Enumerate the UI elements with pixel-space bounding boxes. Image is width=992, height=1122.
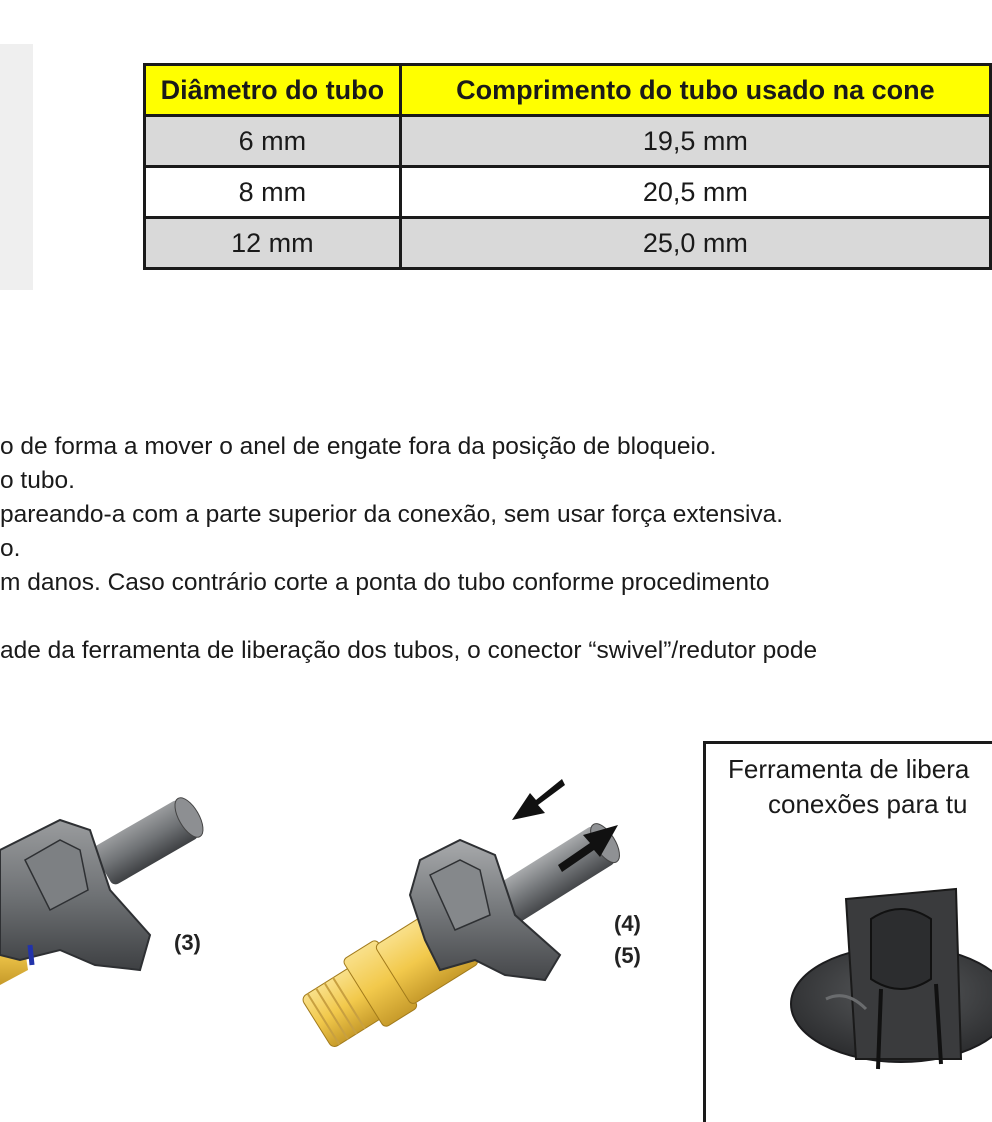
cell-diameter: 12 mm [145, 218, 401, 269]
step-3-label: (3) [174, 930, 201, 955]
table-header-row [145, 65, 991, 116]
tool-title-line1: Ferramenta de libera [728, 754, 970, 784]
cell-diameter: 6 mm [145, 116, 401, 167]
table-row [145, 218, 991, 269]
instruction-line: pareando-a com a parte superior da conexão, sem usar força extensiva. [0, 501, 784, 528]
instruction-line: o tubo. [0, 467, 75, 494]
tube-length-table [143, 63, 992, 270]
release-tool-box [703, 741, 992, 1122]
connector-figure-3 [0, 770, 220, 1030]
table-row [145, 167, 991, 218]
instruction-line: o. [0, 535, 21, 562]
header-diameter: Diâmetro do tubo [145, 65, 401, 116]
cell-length: 19,5 mm [400, 116, 990, 167]
release-tool-image [786, 859, 992, 1109]
instruction-line: o de forma a mover o anel de engate fora da posição de bloqueio. [0, 433, 717, 460]
step-4-label: (4) [614, 911, 641, 936]
tool-title-line2: conexões para tu [768, 789, 968, 819]
table-row [145, 116, 991, 167]
instruction-line: m danos. Caso contrário corte a ponta do tubo conforme procedimento [0, 569, 770, 596]
side-panel [0, 44, 33, 290]
cell-length: 20,5 mm [400, 167, 990, 218]
instruction-line: ade da ferramenta de liberação dos tubos, o conector “swivel”/redutor pode [0, 637, 818, 664]
cell-diameter: 8 mm [145, 167, 401, 218]
cell-length: 25,0 mm [400, 218, 990, 269]
step-5-label: (5) [614, 943, 641, 968]
header-length: Comprimento do tubo usado na cone [400, 65, 990, 116]
